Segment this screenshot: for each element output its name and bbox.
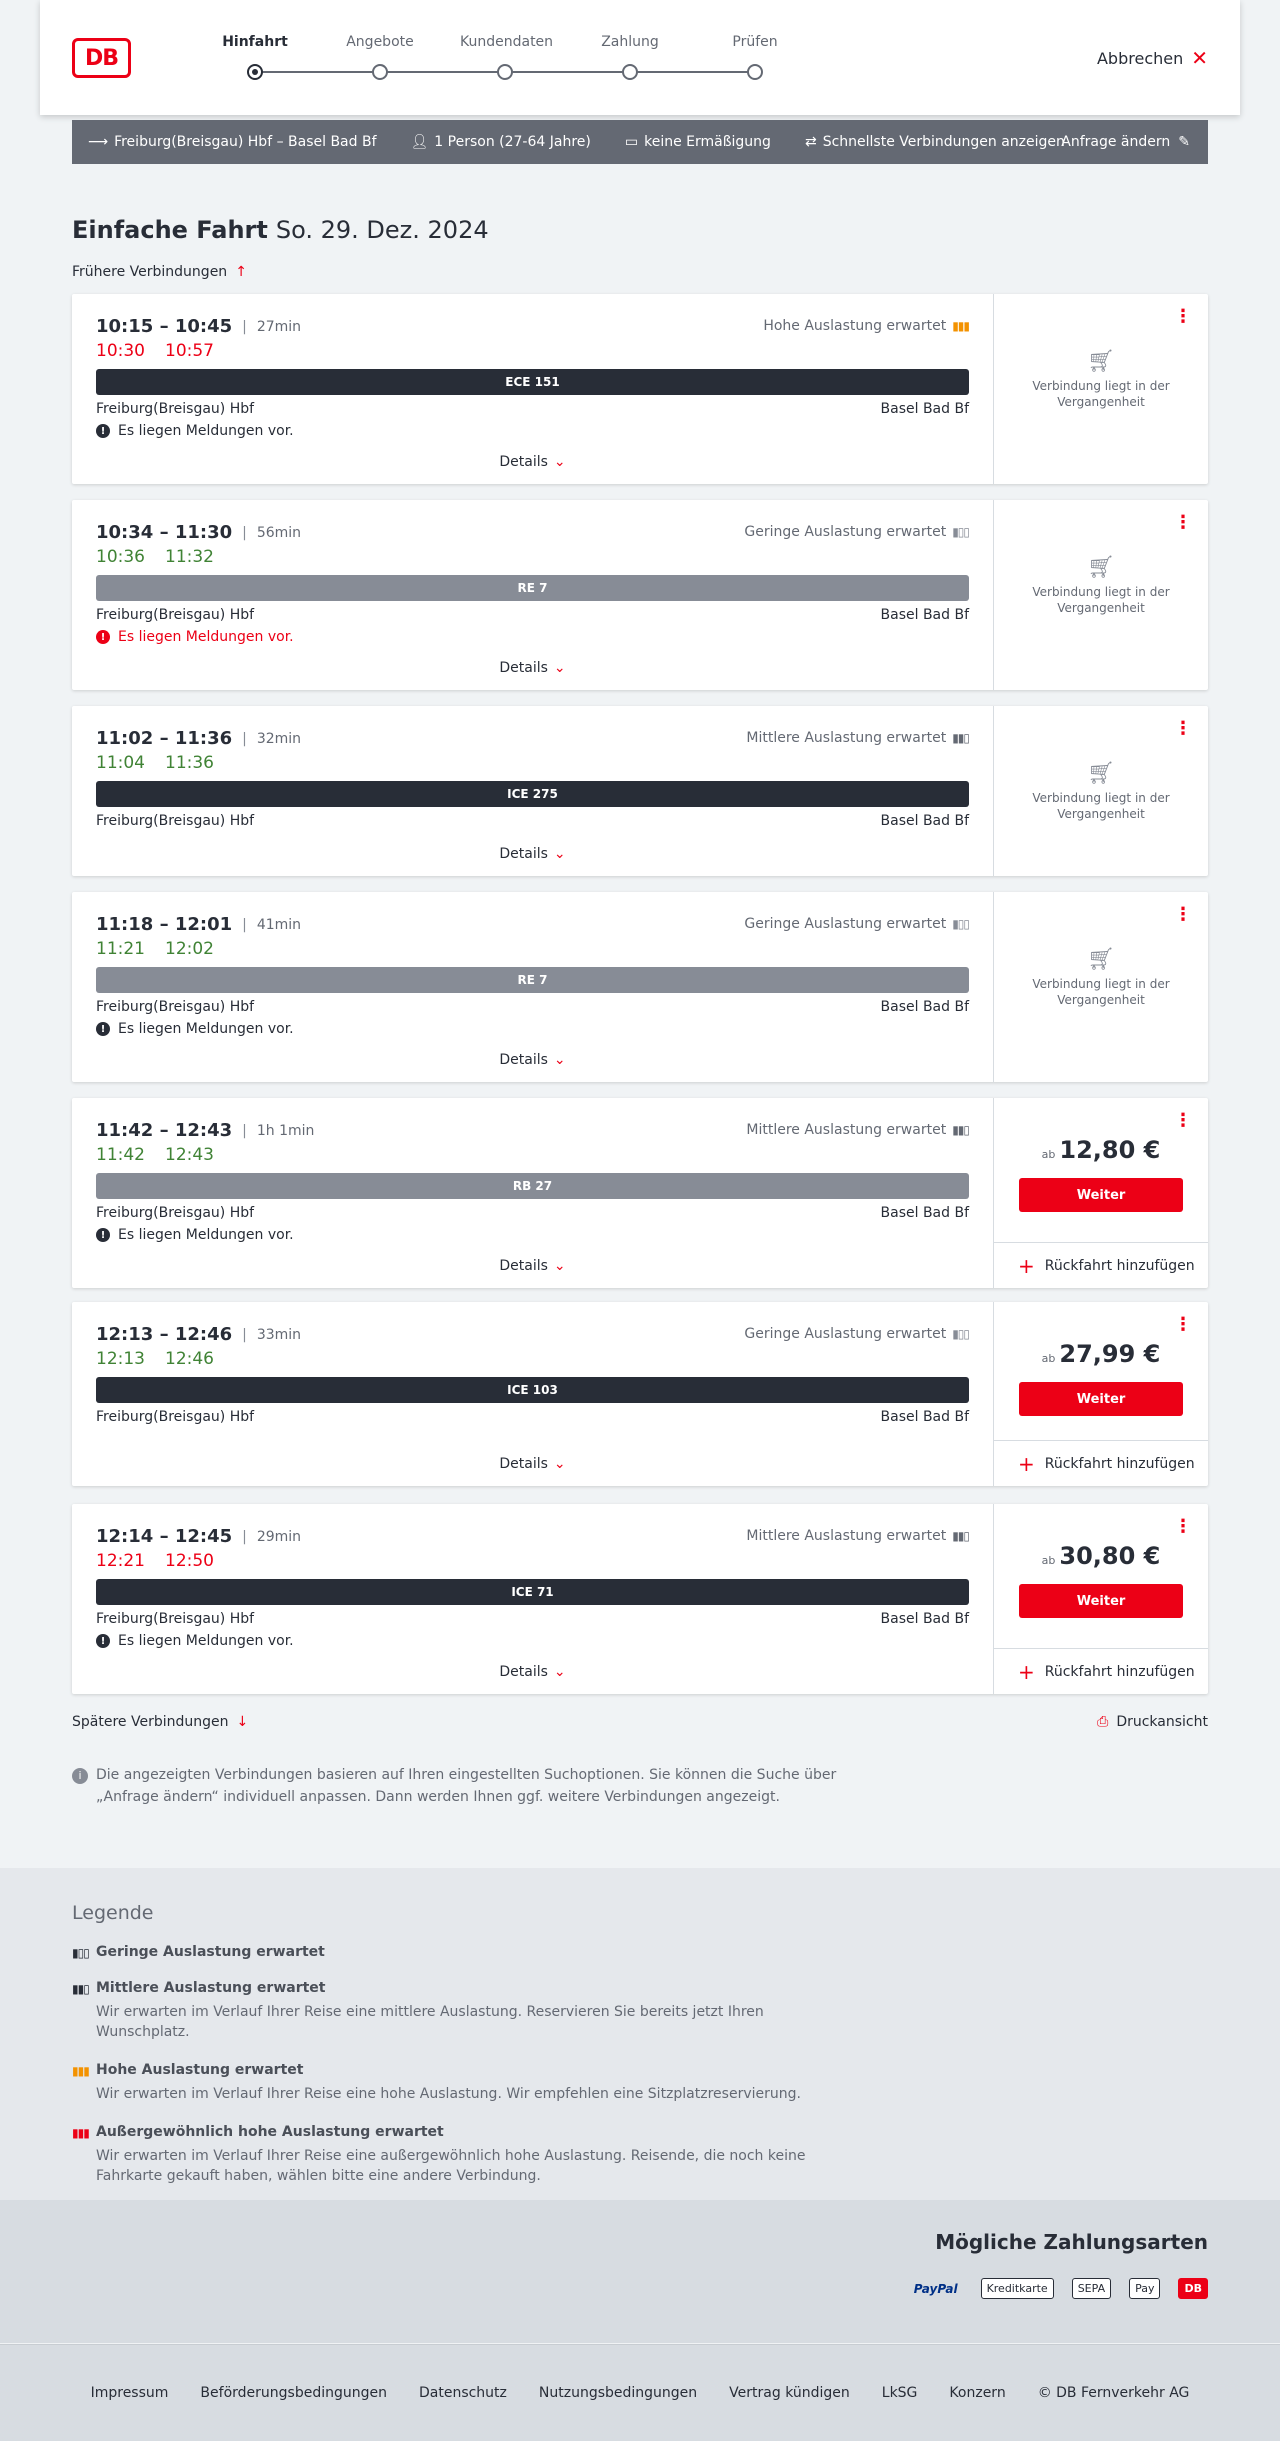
message-text: Es liegen Meldungen vor. — [118, 1633, 294, 1649]
legend-item-very-high — [72, 2124, 1208, 2186]
train-bar[interactable]: RE 7 — [96, 967, 969, 993]
add-return-label: Rückfahrt hinzufügen — [1044, 1257, 1195, 1274]
realtime-times — [96, 341, 969, 361]
legend-title: Legende — [72, 1902, 154, 1924]
chevron-down-icon: ⌄ — [553, 660, 566, 676]
details-toggle[interactable] — [72, 846, 993, 862]
chevron-down-icon: ⌄ — [553, 1052, 566, 1068]
stations — [96, 607, 969, 623]
earlier-connections-link[interactable] — [72, 264, 1208, 280]
more-options-icon[interactable]: ⋮ — [1174, 1314, 1192, 1335]
step-label: Zahlung — [601, 34, 659, 50]
step-dot — [622, 64, 638, 80]
planned-times: 10:34 – 11:30 — [96, 522, 233, 543]
cancel-label: Abbrechen — [1096, 48, 1184, 68]
arrow-right-icon: ⟶ — [88, 134, 109, 150]
plus-icon: + — [1018, 1253, 1035, 1278]
footer-link[interactable]: Beförderungsbedingungen — [200, 2385, 387, 2401]
price-prefix: ab — [1041, 1554, 1056, 1567]
stations — [96, 813, 969, 829]
header-bar — [40, 0, 1240, 115]
occupancy-text: Geringe Auslastung erwartet — [744, 524, 947, 540]
person-icon: 👤︎ — [410, 134, 429, 150]
connection-card — [72, 294, 1208, 484]
past-notice — [994, 349, 1208, 410]
occupancy-very-high-icon: ▮▮▮ — [72, 2126, 89, 2140]
details-label: Details — [499, 454, 548, 470]
step-label: Hinfahrt — [222, 34, 288, 50]
origin-station: Freiburg(Breisgau) Hbf — [96, 1409, 255, 1425]
legend-item-title: Mittlere Auslastung erwartet — [96, 1980, 326, 1996]
realtime-arrival: 12:43 — [165, 1145, 214, 1165]
trip-date: So. 29. Dez. 2024 — [275, 216, 489, 244]
info-text: Die angezeigten Verbindungen basieren auf Ihren eingestellten Suchoptionen. Sie können die Suche über „Anfrage ändern“ individuell anpassen. Dann werden Ihnen ggf. weitere Verbindungen angezeigt. — [96, 1767, 837, 1805]
planned-times: 11:02 – 11:36 — [96, 728, 233, 749]
divider: | — [242, 916, 247, 933]
offer-panel — [994, 1098, 1208, 1288]
fastest-text: Schnellste Verbindungen anzeigen — [822, 134, 1065, 150]
past-text: Verbindung liegt in der Vergangenheit — [1032, 585, 1170, 615]
step-dot — [372, 64, 388, 80]
add-return-label: Rückfahrt hinzufügen — [1044, 1455, 1195, 1472]
stations — [96, 1409, 969, 1425]
connection-main[interactable] — [72, 892, 994, 1082]
duration: 32min — [256, 730, 302, 747]
occupancy-text: Mittlere Auslastung erwartet — [746, 1528, 947, 1544]
price-value: 27,99 € — [1059, 1340, 1161, 1368]
alert-icon: ! — [96, 424, 110, 438]
realtime-arrival: 12:46 — [165, 1349, 214, 1369]
offer-panel — [994, 500, 1208, 690]
details-toggle[interactable] — [72, 660, 993, 676]
occupancy — [744, 1326, 969, 1342]
origin-station: Freiburg(Breisgau) Hbf — [96, 999, 255, 1015]
offer-panel — [994, 1504, 1208, 1694]
past-text: Verbindung liegt in der Vergangenheit — [1032, 791, 1170, 821]
message-text: Es liegen Meldungen vor. — [118, 423, 294, 439]
weiter-button[interactable]: Weiter — [1019, 1382, 1183, 1416]
payment-icons — [909, 2278, 1208, 2299]
legend-item-desc: Wir erwarten im Verlauf Ihrer Reise eine mittlere Auslastung. Reservieren Sie bereits jetzt Ihren Wunschplatz. — [96, 2004, 764, 2040]
divider: | — [242, 318, 247, 335]
occupancy-text: Geringe Auslastung erwartet — [744, 1326, 947, 1342]
offer-panel — [994, 892, 1208, 1082]
details-label: Details — [499, 1456, 548, 1472]
price-value: 30,80 € — [1059, 1542, 1161, 1570]
realtime-departure: 12:21 — [96, 1551, 145, 1571]
cart-disabled-icon: 🛒︎ — [1087, 947, 1115, 972]
destination-station: Basel Bad Bf — [880, 1205, 969, 1221]
divider: | — [242, 1528, 247, 1545]
paypal-icon: PayPal — [913, 2281, 958, 2296]
duration: 56min — [256, 524, 302, 541]
details-toggle[interactable] — [72, 1258, 993, 1274]
alert-icon: ! — [96, 1228, 110, 1242]
more-options-icon[interactable]: ⋮ — [1174, 1516, 1192, 1537]
realtime-departure: 10:36 — [96, 547, 145, 567]
details-toggle[interactable] — [72, 1052, 993, 1068]
stations — [96, 999, 969, 1015]
realtime-times — [96, 939, 969, 959]
connection-main[interactable] — [72, 1504, 994, 1694]
chevron-down-icon: ⌄ — [553, 846, 566, 862]
occupancy — [746, 730, 969, 746]
realtime-departure: 10:30 — [96, 341, 145, 361]
occupancy-low-icon: ▮▯▯ — [72, 1946, 89, 1960]
occupancy — [744, 916, 969, 932]
duration: 27min — [256, 318, 302, 335]
stations — [96, 1611, 969, 1627]
chevron-down-icon: ⌄ — [553, 1664, 566, 1680]
chevron-down-icon: ⌄ — [553, 1456, 566, 1472]
duration: 1h 1min — [256, 1122, 315, 1139]
print-view-link[interactable] — [1097, 1714, 1208, 1730]
price-prefix: ab — [1041, 1352, 1056, 1365]
footer-link[interactable]: Vertrag kündigen — [729, 2385, 850, 2401]
legend-item-desc: Wir erwarten im Verlauf Ihrer Reise eine außergewöhnlich hohe Auslastung. Reisende, die noch keine Fahrkarte gekauft haben, wählen bitte eine andere Verbindung. — [96, 2148, 806, 2184]
planned-times: 11:42 – 12:43 — [96, 1120, 233, 1141]
divider: | — [242, 1122, 247, 1139]
close-icon: ✕ — [1191, 46, 1208, 70]
realtime-departure: 11:42 — [96, 1145, 145, 1165]
details-toggle[interactable] — [72, 1456, 993, 1472]
footer-link[interactable]: Nutzungsbedingungen — [538, 2385, 698, 2401]
message-notice — [96, 1633, 969, 1649]
realtime-arrival: 11:32 — [165, 547, 214, 567]
footer-link[interactable]: Konzern — [949, 2385, 1006, 2401]
realtime-times — [96, 1349, 969, 1369]
message-notice — [96, 423, 969, 439]
legend-section — [0, 1868, 1280, 2200]
details-label: Details — [499, 660, 548, 676]
step-dot — [747, 64, 763, 80]
step-label: Angebote — [346, 34, 414, 50]
more-options-icon[interactable]: ⋮ — [1174, 512, 1192, 533]
persons-text: 1 Person (27-64 Jahre) — [434, 134, 591, 150]
divider: | — [242, 524, 247, 541]
alert-icon: ! — [96, 630, 110, 644]
offer-panel — [994, 1302, 1208, 1486]
print-label: Druckansicht — [1116, 1714, 1208, 1730]
progress-steps — [210, 34, 778, 84]
info-note — [72, 1764, 852, 1808]
chevron-down-icon: ⌄ — [553, 1258, 566, 1274]
occupancy-icon: ▮▯▯ — [952, 525, 969, 539]
connection-main[interactable] — [72, 500, 994, 690]
step-label: Kundendaten — [460, 34, 554, 50]
connection-card — [72, 706, 1208, 876]
details-label: Details — [499, 1664, 548, 1680]
origin-station: Freiburg(Breisgau) Hbf — [96, 607, 255, 623]
step-kundendaten[interactable] — [460, 34, 554, 52]
footer-link[interactable]: © DB Fernverkehr AG — [1037, 2385, 1190, 2401]
step-hinfahrt — [210, 34, 300, 52]
train-bar[interactable]: RE 7 — [96, 575, 969, 601]
train-bar[interactable]: ICE 103 — [96, 1377, 969, 1403]
train-bar[interactable]: ECE 151 — [96, 369, 969, 395]
step-dot — [497, 64, 513, 80]
occupancy-text: Mittlere Auslastung erwartet — [746, 1122, 947, 1138]
occupancy-icon: ▮▯▯ — [952, 917, 969, 931]
occupancy-icon: ▮▮▯ — [952, 1123, 969, 1137]
step-label: Prüfen — [732, 34, 778, 50]
destination-station: Basel Bad Bf — [880, 401, 969, 417]
message-notice — [96, 1227, 969, 1243]
later-label: Spätere Verbindungen — [72, 1714, 229, 1730]
price — [994, 1340, 1208, 1368]
destination-station: Basel Bad Bf — [880, 607, 969, 623]
weiter-button[interactable]: Weiter — [1019, 1178, 1183, 1212]
add-return-button[interactable] — [994, 1440, 1208, 1486]
message-notice — [96, 629, 969, 645]
apple-pay-icon: Pay — [1129, 2278, 1160, 2299]
plus-icon: + — [1018, 1451, 1035, 1476]
legend-item-desc: Wir erwarten im Verlauf Ihrer Reise eine hohe Auslastung. Wir empfehlen eine Sitzplatzreservierung. — [96, 2086, 801, 2102]
occupancy-text: Geringe Auslastung erwartet — [744, 916, 947, 932]
arrow-up-icon: ↑ — [235, 264, 247, 280]
realtime-times — [96, 1551, 969, 1571]
origin-station: Freiburg(Breisgau) Hbf — [96, 401, 255, 417]
info-icon: i — [72, 1768, 88, 1784]
message-notice — [96, 1021, 969, 1037]
cart-disabled-icon: 🛒︎ — [1087, 761, 1115, 786]
details-toggle[interactable] — [72, 1664, 993, 1680]
occupancy — [763, 318, 969, 334]
realtime-departure: 12:13 — [96, 1349, 145, 1369]
sepa-icon: SEPA — [1072, 2278, 1111, 2299]
alert-icon: ! — [96, 1634, 110, 1648]
message-text: Es liegen Meldungen vor. — [118, 1021, 294, 1037]
realtime-arrival: 12:50 — [165, 1551, 214, 1571]
offer-panel — [994, 706, 1208, 876]
realtime-times — [96, 1145, 969, 1165]
more-options-icon[interactable]: ⋮ — [1174, 306, 1192, 327]
printer-icon: ⎙ — [1097, 1714, 1109, 1730]
realtime-times — [96, 547, 969, 567]
destination-station: Basel Bad Bf — [880, 1409, 969, 1425]
credit-card-icon: Kreditkarte — [981, 2278, 1054, 2299]
occupancy-medium-icon: ▮▮▯ — [72, 1982, 89, 1996]
occupancy-text: Mittlere Auslastung erwartet — [746, 730, 947, 746]
occupancy-icon: ▮▯▯ — [952, 1327, 969, 1341]
add-return-label: Rückfahrt hinzufügen — [1044, 1663, 1195, 1680]
later-connections-link[interactable] — [72, 1714, 248, 1730]
connection-card — [72, 500, 1208, 690]
connection-card — [72, 892, 1208, 1082]
page-title — [72, 216, 1208, 244]
persons-summary — [411, 134, 591, 150]
duration: 41min — [256, 916, 302, 933]
discount-text: keine Ermäßigung — [644, 134, 771, 150]
footer-link[interactable]: Impressum — [90, 2385, 169, 2401]
db-payment-icon: DB — [1178, 2278, 1208, 2299]
connection-main[interactable] — [72, 1098, 994, 1288]
legend-item-title: Hohe Auslastung erwartet — [96, 2062, 304, 2078]
divider: | — [242, 1326, 247, 1343]
add-return-button[interactable] — [994, 1648, 1208, 1694]
footer — [0, 2344, 1280, 2441]
past-notice — [994, 761, 1208, 822]
occupancy-high-icon: ▮▮▮ — [72, 2064, 89, 2078]
edit-label: Anfrage ändern — [1061, 134, 1171, 150]
train-bar[interactable]: ICE 71 — [96, 1579, 969, 1605]
details-label: Details — [499, 1052, 548, 1068]
price — [994, 1542, 1208, 1570]
origin-station: Freiburg(Breisgau) Hbf — [96, 1611, 255, 1627]
step-zahlung[interactable] — [585, 34, 675, 52]
connection-card — [72, 1302, 1208, 1486]
realtime-arrival: 12:02 — [165, 939, 214, 959]
price-value: 12,80 € — [1059, 1136, 1161, 1164]
duration: 33min — [256, 1326, 302, 1343]
realtime-departure: 11:04 — [96, 753, 145, 773]
sliders-icon: ⇄ — [804, 134, 817, 150]
divider: | — [242, 730, 247, 747]
destination-station: Basel Bad Bf — [880, 1611, 969, 1627]
payment-title: Mögliche Zahlungsarten — [935, 2230, 1208, 2254]
card-icon: ▭ — [624, 134, 639, 150]
db-logo[interactable]: DB — [72, 38, 131, 78]
earlier-label: Frühere Verbindungen — [72, 264, 228, 280]
past-text: Verbindung liegt in der Vergangenheit — [1032, 977, 1170, 1007]
route-summary — [88, 134, 377, 150]
weiter-button[interactable]: Weiter — [1019, 1584, 1183, 1618]
details-label: Details — [499, 1258, 548, 1274]
payment-section — [0, 2200, 1280, 2343]
step-pruefen[interactable] — [710, 34, 800, 52]
details-label: Details — [499, 846, 548, 862]
legend-item-title: Außergewöhnlich hohe Auslastung erwartet — [96, 2124, 444, 2140]
add-return-button[interactable] — [994, 1242, 1208, 1288]
legend-item-medium — [72, 1980, 1208, 2042]
past-notice — [994, 947, 1208, 1008]
realtime-times — [96, 753, 969, 773]
occupancy-icon: ▮▮▯ — [952, 731, 969, 745]
connection-main[interactable] — [72, 706, 994, 876]
cart-disabled-icon: 🛒︎ — [1087, 555, 1115, 580]
stations — [96, 401, 969, 417]
step-angebote[interactable] — [335, 34, 425, 52]
destination-station: Basel Bad Bf — [880, 813, 969, 829]
pencil-icon: ✎ — [1178, 134, 1190, 150]
occupancy — [746, 1528, 969, 1544]
cart-disabled-icon: 🛒︎ — [1087, 349, 1115, 374]
stations — [96, 1205, 969, 1221]
route-text: Freiburg(Breisgau) Hbf – Basel Bad Bf — [114, 134, 377, 150]
planned-times: 11:18 – 12:01 — [96, 914, 233, 935]
price-prefix: ab — [1041, 1148, 1056, 1161]
occupancy-icon: ▮▮▯ — [952, 1529, 969, 1543]
planned-times: 12:13 – 12:46 — [96, 1324, 233, 1345]
more-options-icon[interactable]: ⋮ — [1174, 904, 1192, 925]
destination-station: Basel Bad Bf — [880, 999, 969, 1015]
trip-type: Einfache Fahrt — [72, 216, 268, 244]
connection-main[interactable] — [72, 294, 994, 484]
edit-request-button[interactable] — [1061, 134, 1190, 150]
occupancy-icon: ▮▮▮ — [952, 319, 969, 333]
planned-times: 10:15 – 10:45 — [96, 316, 233, 337]
duration: 29min — [256, 1528, 302, 1545]
past-notice — [994, 555, 1208, 616]
more-options-icon[interactable]: ⋮ — [1174, 1110, 1192, 1131]
origin-station: Freiburg(Breisgau) Hbf — [96, 813, 255, 829]
realtime-departure: 11:21 — [96, 939, 145, 959]
realtime-arrival: 11:36 — [165, 753, 214, 773]
search-summary-bar — [72, 120, 1208, 164]
more-options-icon[interactable]: ⋮ — [1174, 718, 1192, 739]
train-bar[interactable]: RB 27 — [96, 1173, 969, 1199]
plus-icon: + — [1018, 1659, 1035, 1684]
connection-main[interactable] — [72, 1302, 994, 1486]
connection-card — [72, 1504, 1208, 1694]
offer-panel — [994, 294, 1208, 484]
arrow-down-icon: ↓ — [236, 1714, 249, 1730]
message-text: Es liegen Meldungen vor. — [118, 629, 294, 645]
cancel-button[interactable] — [1097, 46, 1208, 70]
step-dot — [247, 64, 263, 80]
alert-icon: ! — [96, 1022, 110, 1036]
origin-station: Freiburg(Breisgau) Hbf — [96, 1205, 255, 1221]
connection-card — [72, 1098, 1208, 1288]
footer-link[interactable]: LkSG — [881, 2385, 918, 2401]
train-bar[interactable]: ICE 275 — [96, 781, 969, 807]
legend-item-title: Geringe Auslastung erwartet — [96, 1944, 325, 1960]
realtime-arrival: 10:57 — [165, 341, 214, 361]
message-text: Es liegen Meldungen vor. — [118, 1227, 294, 1243]
chevron-down-icon: ⌄ — [553, 454, 566, 470]
fastest-toggle[interactable] — [805, 134, 1065, 150]
planned-times: 12:14 – 12:45 — [96, 1526, 233, 1547]
occupancy — [744, 524, 969, 540]
occupancy — [746, 1122, 969, 1138]
discount-summary — [625, 134, 771, 150]
legend-item-high — [72, 2062, 1208, 2104]
details-toggle[interactable] — [72, 454, 993, 470]
occupancy-text: Hohe Auslastung erwartet — [763, 318, 947, 334]
footer-link[interactable]: Datenschutz — [418, 2385, 507, 2401]
past-text: Verbindung liegt in der Vergangenheit — [1032, 379, 1170, 409]
legend-item-low — [72, 1944, 1208, 1960]
price — [994, 1136, 1208, 1164]
